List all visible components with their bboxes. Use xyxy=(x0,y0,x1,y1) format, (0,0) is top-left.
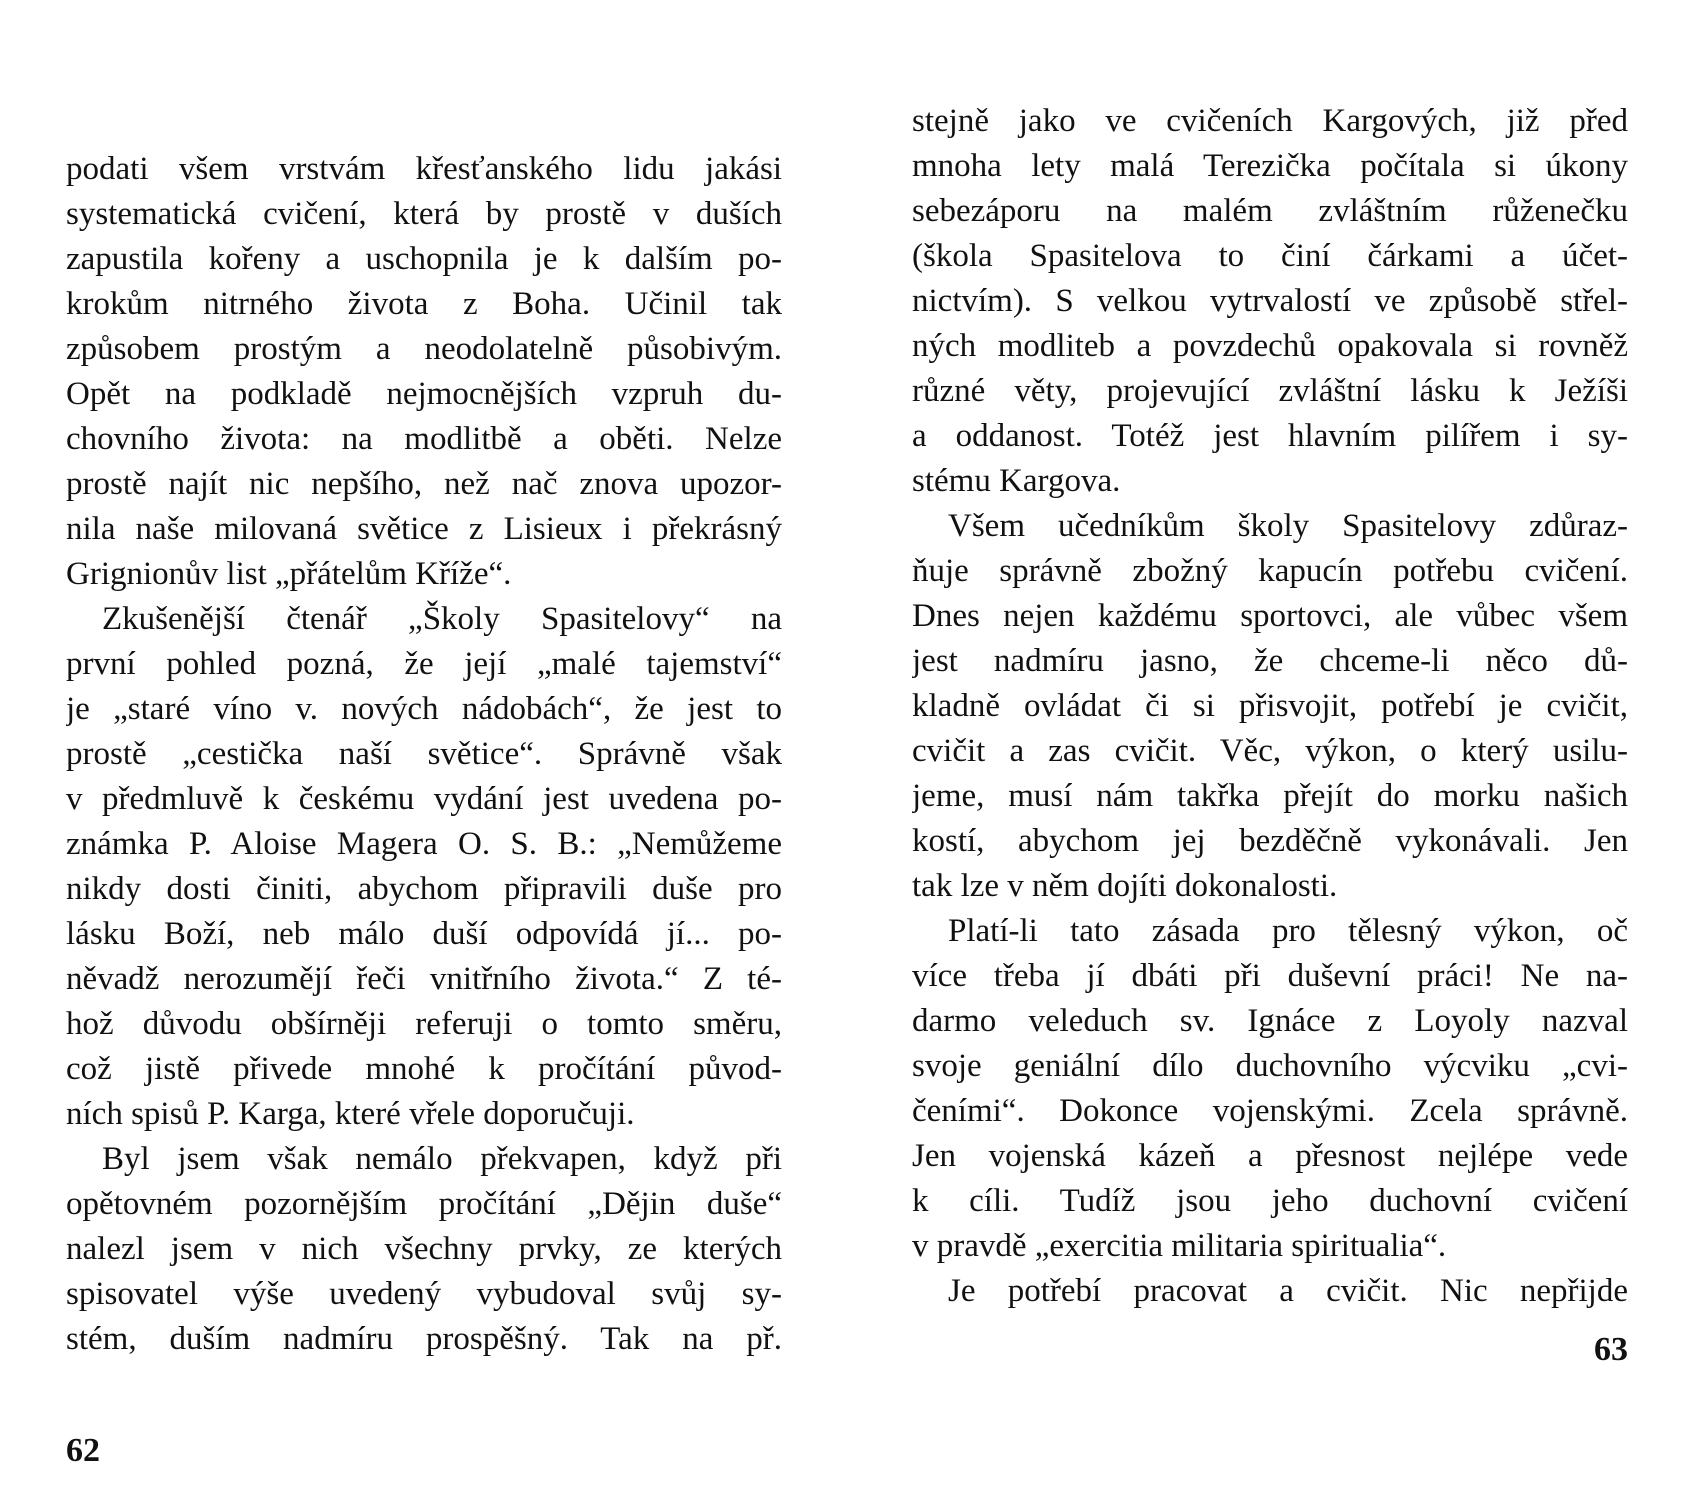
text-line: Zkušenější čtenář „Školy Spasitelovy“ na xyxy=(102,601,782,637)
text-line: v předmluvě k českému vydání jest uvedena po- xyxy=(66,781,782,817)
text-line: spisovatel výše uvedený vybudoval svůj sy- xyxy=(66,1276,782,1312)
text-line: je „staré víno v. nových nádobách“, že jest to xyxy=(66,691,782,727)
text-line: kostí, abychom jej bezděčně vykonávali. Jen xyxy=(912,823,1628,859)
text-line: tak lze v něm dojíti dokonalosti. xyxy=(912,868,1338,904)
text-line: kladně ovládat či si přisvojit, potřebí je cvičit, xyxy=(912,688,1628,724)
text-line: první pohled pozná, že její „malé tajemství“ xyxy=(66,646,782,682)
text-line: stému Kargova. xyxy=(912,463,1121,499)
text-line: hož důvodu obšírněji referuji o tomto směru, xyxy=(66,1006,782,1042)
right-page-text xyxy=(912,99,1628,1314)
text-line: Opět na podkladě nejmocnějších vzpruh du- xyxy=(66,376,782,412)
text-line: systematická cvičení, která by prostě v duších xyxy=(66,196,782,232)
left-page-text xyxy=(66,147,782,1362)
text-line: nila naše milovaná světice z Lisieux i překrásný xyxy=(66,511,782,547)
text-line: lásku Boží, neb málo duší odpovídá jí... po- xyxy=(66,916,782,952)
text-line: více třeba jí dbáti při duševní práci! Ne na- xyxy=(912,958,1628,994)
text-line: Jen vojenská kázeň a přesnost nejlépe vede xyxy=(912,1138,1628,1174)
text-line: čeními“. Dokonce vojenskými. Zcela správně. xyxy=(912,1093,1628,1129)
text-line: způsobem prostým a neodolatelně působivým. xyxy=(66,331,782,367)
text-line: Je potřebí pracovat a cvičit. Nic nepřijde xyxy=(948,1273,1628,1309)
text-line: darmo veleduch sv. Ignáce z Loyoly nazval xyxy=(912,1003,1628,1039)
text-line: Dnes nejen každému sportovci, ale vůbec všem xyxy=(912,598,1628,634)
text-line: známka P. Aloise Magera O. S. B.: „Nemůžeme xyxy=(66,826,782,862)
text-line: Grignionův list „přátelům Kříže“. xyxy=(66,556,512,592)
text-line: ních spisů P. Karga, které vřele doporučuji. xyxy=(66,1096,635,1132)
text-line: nikdy dosti činiti, abychom připravili duše pro xyxy=(66,871,782,907)
text-line: opětovném pozornějším pročítání „Dějin duše“ xyxy=(66,1186,782,1222)
text-line: Byl jsem však nemálo překvapen, když při xyxy=(102,1141,782,1177)
text-line: (škola Spasitelova to činí čárkami a účet- xyxy=(912,238,1628,274)
text-line: Všem učedníkům školy Spasitelovy zdůraz- xyxy=(948,508,1628,544)
text-line: něvadž nerozumějí řeči vnitřního života.“ Z té- xyxy=(66,961,782,997)
page-number: 63 xyxy=(1594,1331,1628,1368)
text-line: sebezáporu na malém zvláštním růženečku xyxy=(912,193,1628,229)
text-line: jest nadmíru jasno, že chceme-li něco dů- xyxy=(912,643,1628,679)
text-line: ných modliteb a povzdechů opakovala si rovněž xyxy=(912,328,1628,364)
text-line: stejně jako ve cvičeních Kargových, již před xyxy=(912,103,1628,139)
text-line: nalezl jsem v nich všechny prvky, ze kterých xyxy=(66,1231,782,1267)
text-line: k cíli. Tudíž jsou jeho duchovní cvičení xyxy=(912,1183,1628,1219)
text-line: mnoha lety malá Terezička počítala si úkony xyxy=(912,148,1628,184)
text-line: svoje geniální dílo duchovního výcviku „cvi- xyxy=(912,1048,1628,1084)
text-line: zapustila kořeny a uschopnila je k dalším po- xyxy=(66,241,782,277)
text-line: v pravdě „exercitia militaria spiritualia“. xyxy=(912,1228,1447,1264)
text-line: ňuje správně zbožný kapucín potřebu cvičení. xyxy=(912,553,1628,589)
text-line: stém, duším nadmíru prospěšný. Tak na př. xyxy=(66,1321,782,1357)
text-line: krokům nitrného života z Boha. Učinil tak xyxy=(66,286,782,322)
text-line: a oddanost. Totéž jest hlavním pilířem i sy- xyxy=(912,418,1628,454)
text-line: chovního života: na modlitbě a oběti. Nelze xyxy=(66,421,782,457)
text-line: cvičit a zas cvičit. Věc, výkon, o který usilu- xyxy=(912,733,1628,769)
text-line: různé věty, projevující zvláštní lásku k Ježíši xyxy=(912,373,1628,409)
text-line: což jistě přivede mnohé k pročítání původ- xyxy=(66,1051,782,1087)
text-line: jeme, musí nám takřka přejít do morku našich xyxy=(912,778,1628,814)
page-number: 62 xyxy=(66,1432,100,1469)
text-line: prostě najít nic nepšího, než nač znova upozor- xyxy=(66,466,782,502)
text-line: podati všem vrstvám křesťanského lidu jakási xyxy=(66,151,782,187)
right-page xyxy=(912,0,1628,1500)
text-line: Platí-li tato zásada pro tělesný výkon, oč xyxy=(948,913,1628,949)
text-line: nictvím). S velkou vytrvalostí ve způsobě střel- xyxy=(912,283,1628,319)
left-page xyxy=(66,0,782,1500)
text-line: prostě „cestička naší světice“. Správně však xyxy=(66,736,782,772)
